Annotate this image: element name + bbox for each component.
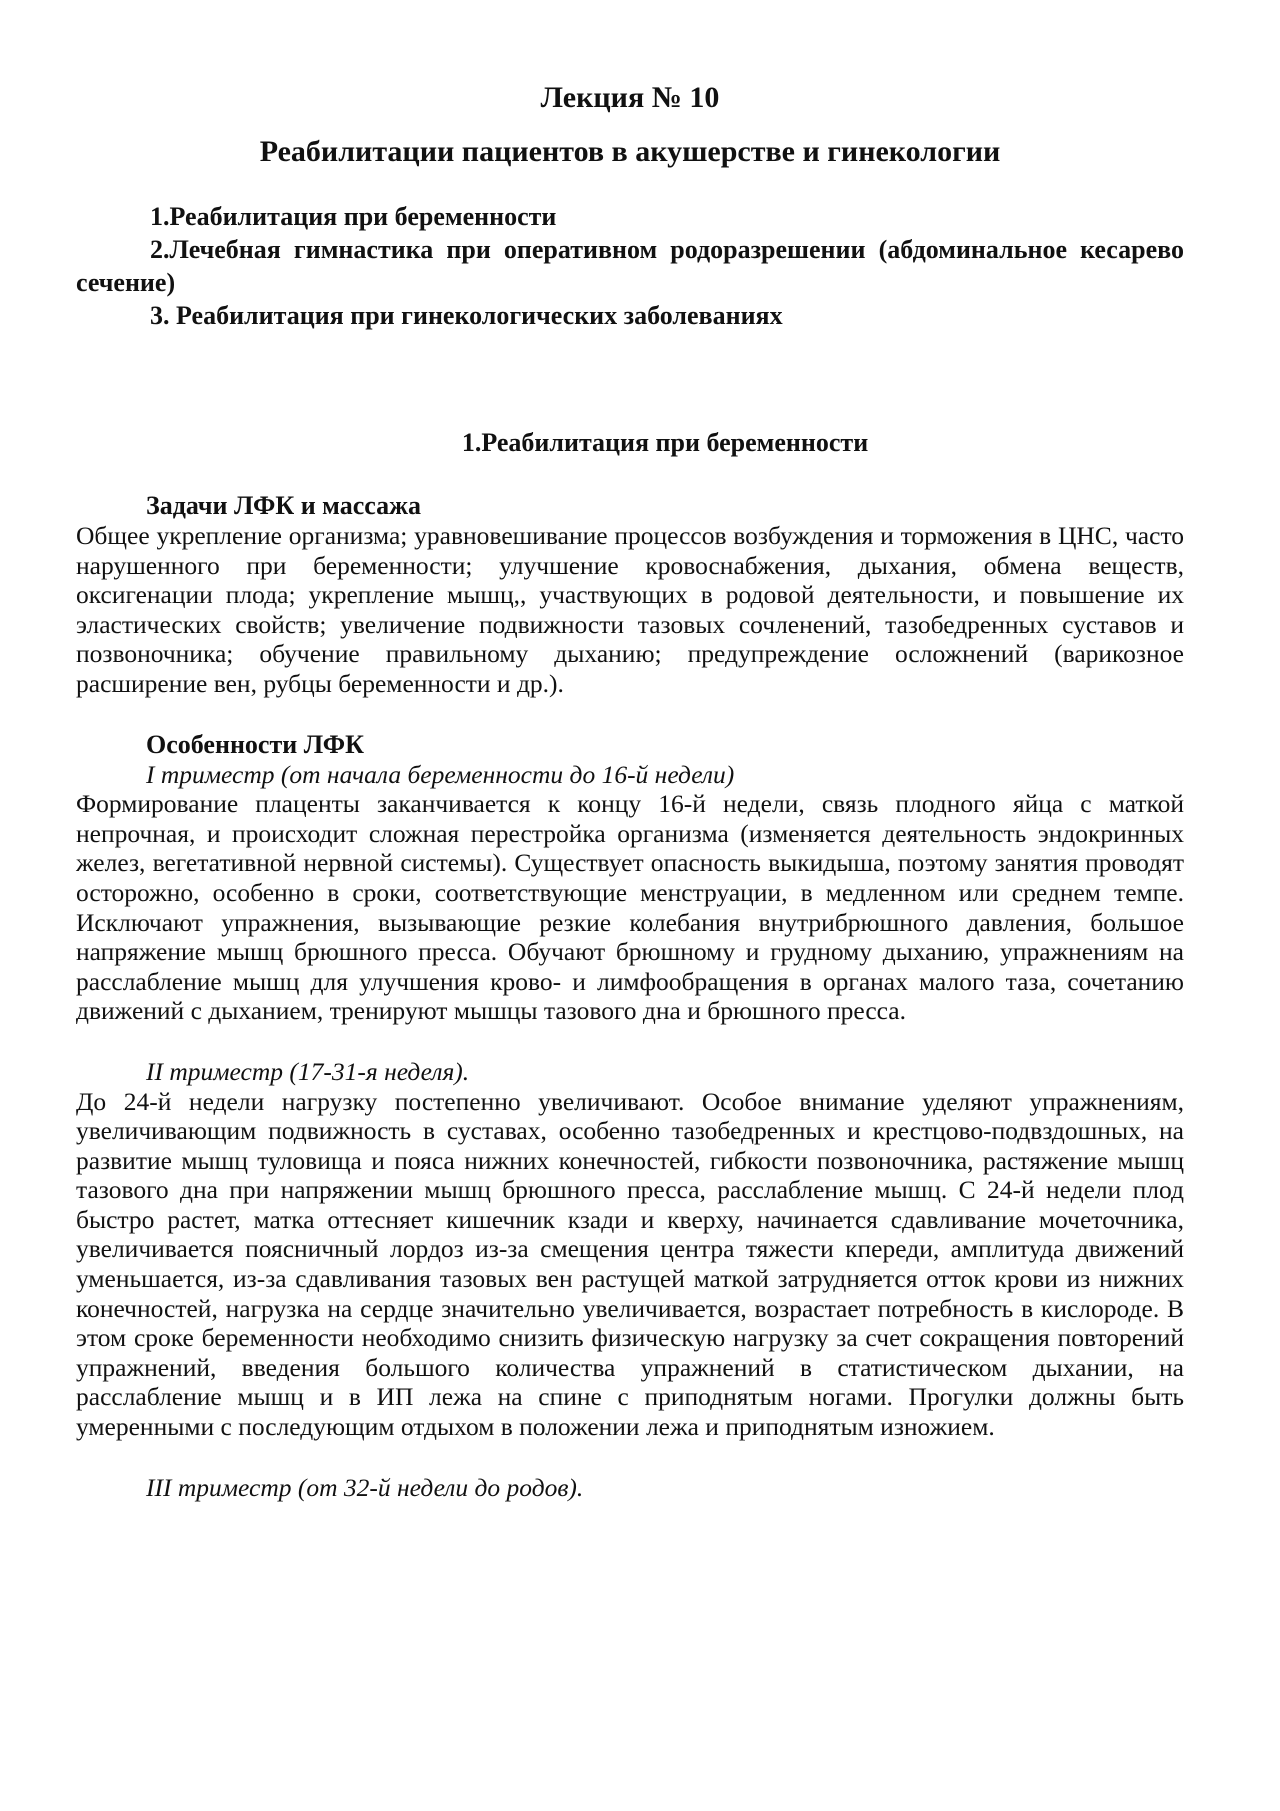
trimester3-block: [76, 1473, 1184, 1503]
table-of-contents: [76, 200, 1184, 332]
features-block: [76, 730, 1184, 1026]
lecture-subtitle: Реабилитации пациентов в акушерстве и гинекологии: [259, 135, 1001, 168]
trimester2-block: [76, 1057, 1184, 1442]
lecture-title: Лекция № 10: [540, 81, 720, 114]
features-heading: Особенности ЛФК: [146, 729, 364, 759]
toc-item-2: 2.Лечебная гимнастика при оперативном родоразрешении (абдоминальное кесарево сечение): [76, 235, 1184, 297]
section-title: 1.Реабилитация при беременности: [461, 428, 869, 457]
document-page: [76, 80, 1184, 1502]
trimester1-paragraph: Формирование плаценты заканчивается к концу 16-й недели, связь плодного яйца с маткой непрочная, и происходит сложная перестройка организма (изменяется деятельность эндокринных желез, вегетативной нервной системы). Существует опасность выкидыша, поэтому занятия проводят осторожно, особенно в сроки, соответствующие менструации, в медленном или среднем темпе. Исключают упражнения, вызывающие резкие колебания внутрибрюшного давления, большое напряжение мышц брюшного пресса. Обучают брюшному и грудному дыханию, упражнениям на расслабление мышц для улучшения крово- и лимфообращения в органах малого таза, сочетанию движений с дыханием, тренируют мышцы тазового дна и брюшного пресса.: [76, 789, 1184, 1026]
tasks-heading: Задачи ЛФК и массажа: [146, 491, 421, 520]
toc-item-3: 3. Реабилитация при гинекологических заболеваниях: [150, 301, 783, 330]
tasks-block: [76, 491, 1184, 699]
tasks-paragraph: Общее укрепление организма; уравновешивание процессов возбуждения и торможения в ЦНС, часто нарушенного при беременности; улучшение кровоснабжения, дыхания, обмена веществ, оксигенации плода; укрепление мышц,, участвующих в родовой деятельности, и повышение их эластических свойств; увеличение подвижности тазовых сочленений, тазобедренных суставов и позвоночника; обучение правильному дыханию; предупреждение осложнений (варикозное расширение вен, рубцы беременности и др.).: [76, 521, 1184, 698]
toc-item-1: 1.Реабилитация при беременности: [150, 202, 557, 231]
trimester2-heading: II триместр (17-31-я неделя).: [146, 1056, 470, 1086]
trimester2-paragraph: До 24-й недели нагрузку постепенно увеличивают. Особое внимание уделяют упражнениям, увеличивающим подвижность в суставах, особенно тазобедренных и крестцово-подвздошных, на развитие мышц туловища и пояса нижних конечностей, гибкости позвоночника, растяжение мышц тазового дна при напряжении мышц брюшного пресса, расслабление мышц. С 24-й недели плод быстро растет, матка оттесняет кишечник кзади и кверху, начинается сдавливание мочеточника, увеличивается поясничный лордоз из-за смещения центра тяжести кпереди, амплитуда движений уменьшается, из-за сдавливания тазовых вен растущей маткой затрудняется отток крови из нижних конечностей, нагрузка на сердце значительно увеличивается, возрастает потребность в кислороде. В этом сроке беременности необходимо снизить физическую нагрузку за счет сокращения повторений упражнений, введения большого количества упражнений в статистическом дыхании, на расслабление мышц и в ИП лежа на спине с приподнятым ногами. Прогулки должны быть умеренными с последующим отдыхом в положении лежа и приподнятым изножием.: [76, 1086, 1184, 1442]
trimester3-heading: III триместр (от 32-й недели до родов).: [146, 1472, 584, 1502]
trimester1-heading: I триместр (от начала беременности до 16-й недели): [146, 759, 735, 789]
